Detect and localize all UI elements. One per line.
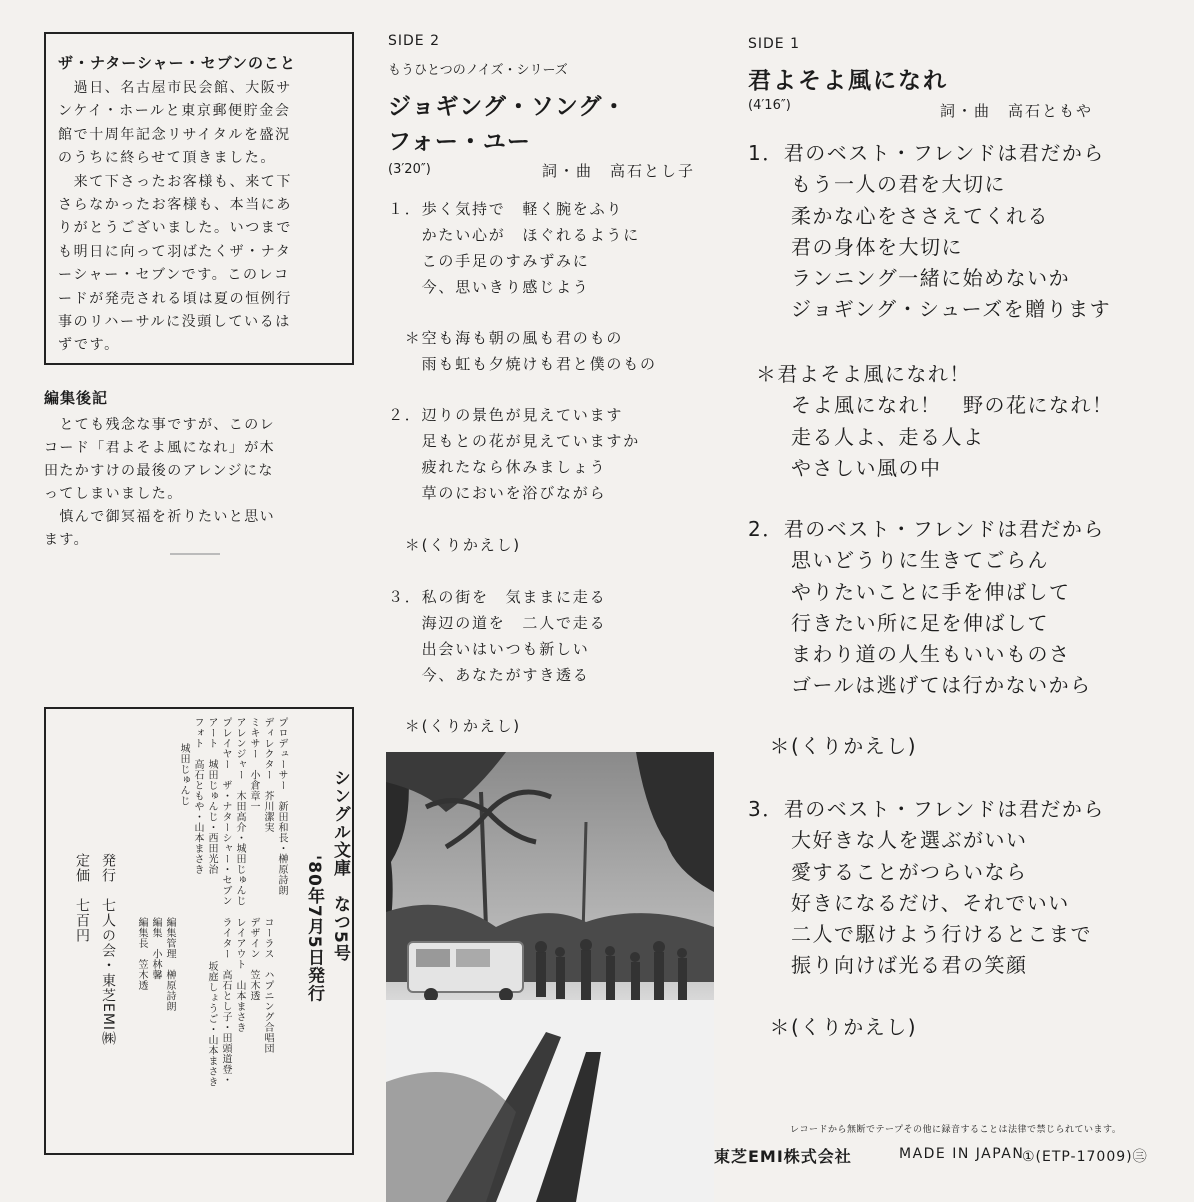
catalog-number: ①(ETP-17009)㊂	[1022, 1149, 1148, 1165]
staff-writer-2: 坂庭しょうご・山本まさき	[206, 961, 217, 1087]
staff-arranger: アレンジャー 木田高介・城田じゅんじ	[234, 717, 245, 906]
side1-verse-3: 3．君のベスト・フレンドは君だから 大好きな人を選ぶがいい 愛することがつらいなら 好きになるだけ、それでいい 二人で駆けよう行けるとこまで 振り向けば光る君の笑顔	[748, 797, 1105, 978]
side1-duration: (4′16″)	[748, 98, 791, 113]
staff-layout: レイアウト 山本まさき	[234, 917, 245, 1033]
editor-title: 編集後記	[44, 389, 109, 407]
legal-notice: レコードから無断でテープその他に録音することは法律で禁じられています。	[790, 1125, 1122, 1135]
staff-edit-manager: 編集管理 榊原詩朗	[164, 917, 175, 1012]
side2-title-line2: フォー・ユー	[388, 129, 531, 155]
side1-repeat-2: ＊(くりかえし)	[748, 1015, 918, 1039]
credits-series: シングル文庫 なつ5号	[330, 769, 350, 962]
side2-verse-2: ２．辺りの景色が見えています 足もとの花が見えていますか 疲れたなら休みましょう 草のにおいを浴びながら	[388, 406, 641, 502]
credits-price: 定価 七百円	[74, 853, 90, 943]
staff-chorus: コーラス ハプニング合唱団	[262, 917, 273, 1054]
about-box	[44, 32, 354, 365]
staff-photo: フォト 高石ともや・山本まさき	[192, 717, 203, 875]
side1-credit: 詞・曲 高石ともや	[940, 102, 1094, 120]
side2-label: SIDE 2	[388, 33, 440, 49]
side1-repeat-1: ＊(くりかえし)	[748, 734, 918, 758]
staff-art: アート 城田じゅんじ・西田光治	[206, 717, 217, 875]
side1-chorus: ＊君よそよ風になれ！ そよ風になれ！ 野の花になれ！ 走る人よ、走る人よ やさしい風の中	[755, 362, 1114, 480]
credits-date: '80年7月5日発行	[304, 855, 324, 1003]
side2-credit: 詞・曲 高石とし子	[542, 162, 696, 180]
staff-producer: プロデューサー 新田和長・榊原詩朗	[276, 717, 287, 896]
editor-note	[44, 387, 364, 552]
side2-series: もうひとつのノイズ・シリーズ	[388, 63, 568, 78]
divider	[170, 553, 220, 555]
jogging-photo	[386, 752, 714, 1202]
side2-verse-3: ３．私の街を 気ままに走る 海辺の道を 二人で走る 出会いはいつも新しい 今、あなたがすき透る	[388, 588, 607, 684]
staff-director: ディレクター 芥川潔実	[262, 717, 273, 833]
side2-chorus: ＊空も海も朝の風も君のもの 雨も虹も夕焼けも君と僕のもの	[404, 329, 657, 373]
side2-verse-1: １．歩く気持で 軽く腕をふり かたい心が ほぐれるように この手足のすみずみに 今、思いきり感じよう	[388, 200, 641, 296]
staff-photo-2: 城田じゅんじ	[178, 743, 189, 806]
editor-text: とても残念な事ですが、このレ コード「君よそよ風になれ」が木 田たかすけの最後のアレンジにな ってしまいました。 慎んで御冥福を祈りたいと思い ます。	[44, 417, 275, 548]
staff-mixer: ミキサー 小倉章一	[248, 717, 259, 812]
side1-verse-1: 1．君のベスト・フレンドは君だから もう一人の君を大切に 柔かな心をささえてくれる 君の身体を大切に ランニング一緒に始めないか ジョギング・シューズを贈ります	[748, 141, 1112, 322]
side2-repeat-2: ＊(くりかえし)	[388, 717, 521, 735]
company-name: 東芝EMI株式会社	[714, 1147, 852, 1166]
about-text: 過日、名古屋市民会館、大阪サ ンケイ・ホールと東京郵便貯金会 館で十周年記念リサイタルを盛況 のうちに終らせて頂きました。 来て下さったお客様も、来て下 さらなかったお客様も、本当にあ りがとうございました。いつまで も明日に向って羽ばたくザ・ナタ ーシャー・セブンです。このレコ ードが発売される頃は夏の恒例行 事のリハーサルに没頭しているは ずです。	[58, 80, 292, 354]
staff-editor: 編集 小林馨	[150, 917, 161, 980]
side1-label: SIDE 1	[748, 36, 800, 52]
staff-design: デザイン 笠木透	[248, 917, 259, 1001]
side1-title: 君よそよ風になれ	[748, 68, 948, 94]
staff-editor-in-chief: 編集長 笠木透	[136, 917, 147, 991]
staff-writer: ライター 高石とし子・田頭道登・	[220, 917, 231, 1085]
side2-repeat-1: ＊(くりかえし)	[388, 536, 521, 554]
side1-verse-2: 2．君のベスト・フレンドは君だから 思いどうりに生きてごらん やりたいことに手を伸ばして 行きたい所に足を伸ばして まわり道の人生もいいものさ ゴールは逃げては行かないから	[748, 517, 1105, 698]
made-in: MADE IN JAPAN	[899, 1146, 1025, 1162]
about-title: ザ・ナターシャー・セブンのこと	[58, 54, 297, 72]
side2-title-line1: ジョギング・ソング・	[388, 94, 627, 120]
side2-duration: (3′20″)	[388, 162, 431, 177]
credits-publisher: 発行 七人の会・東芝EMI㈱	[100, 853, 116, 1047]
staff-player: プレイヤー ザ・ナターシャー・セブン	[220, 717, 231, 906]
credits-box	[44, 707, 354, 1155]
